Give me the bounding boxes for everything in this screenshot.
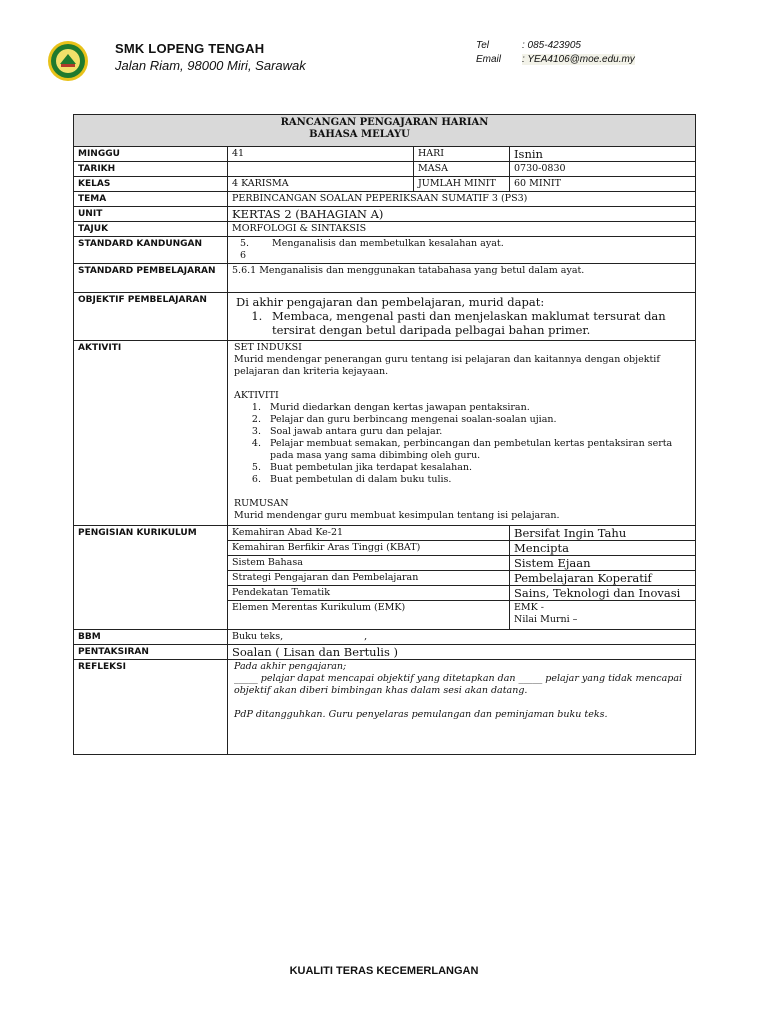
- standard-kandungan-value: [228, 237, 696, 264]
- pk-key: Sistem Bahasa: [228, 556, 510, 571]
- standard-pembelajaran-value: 5.6.1 Menganalisis dan menggunakan tatabahasa yang betul dalam ayat.: [228, 264, 696, 293]
- set-induksi-title: SET INDUKSI: [234, 342, 302, 353]
- unit-value: KERTAS 2 (BAHAGIAN A): [228, 207, 696, 222]
- tel-line: [476, 40, 581, 51]
- refleksi-line-1: Pada akhir pengajaran;: [234, 661, 347, 672]
- bbm-value: [228, 630, 696, 645]
- hari-label: HARI: [414, 147, 510, 162]
- pentaksiran-value: Soalan ( Lisan dan Bertulis ): [228, 645, 696, 660]
- sk-number: 5.: [240, 238, 250, 249]
- standard-pembelajaran-label: STANDARD PEMBELAJARAN: [74, 264, 228, 293]
- aktiviti-item: 6. Buat pembetulan di dalam buku tulis.: [264, 474, 689, 486]
- objektif-intro: Di akhir pengajaran dan pembelajaran, murid dapat:: [236, 295, 545, 309]
- hari-value: Isnin: [510, 147, 696, 162]
- rumusan-text: Murid mendengar guru membuat kesimpulan tentang isi pelajaran.: [234, 510, 560, 521]
- pk-key: Strategi Pengajaran dan Pembelajaran: [228, 571, 510, 586]
- minggu-value: 41: [228, 147, 414, 162]
- emk-line: EMK -: [514, 602, 544, 613]
- minggu-label: MINGGU: [74, 147, 228, 162]
- tarikh-label: TARIKH: [74, 162, 228, 177]
- set-induksi-text: Murid mendengar penerangan guru tentang isi pelajaran dan kaitannya dengan objektif pelajaran dan kriteria kejayaan.: [234, 354, 660, 377]
- bbm-label: BBM: [74, 630, 228, 645]
- letterhead: [0, 0, 768, 100]
- pk-key: Kemahiran Abad Ke-21: [228, 526, 510, 541]
- pengisian-kurikulum-label: PENGISIAN KURIKULUM: [74, 526, 228, 630]
- aktiviti-value: [228, 341, 696, 526]
- email-value[interactable]: : YEA4106@moe.edu.my: [522, 54, 635, 65]
- aktiviti-item: 1. Murid diedarkan dengan kertas jawapan pentaksiran.: [264, 402, 689, 414]
- refleksi-value: [228, 660, 696, 755]
- footer-motto: KUALITI TERAS KECEMERLANGAN: [289, 965, 479, 977]
- plan-title: RANCANGAN PENGAJARAN HARIAN: [280, 117, 489, 128]
- objektif-value: [228, 293, 696, 341]
- pk-value: Sains, Teknologi dan Inovasi: [510, 586, 696, 601]
- pk-key: Pendekatan Tematik: [228, 586, 510, 601]
- sk-number-2: 6: [240, 250, 247, 261]
- aktiviti-item: 3. Soal jawab antara guru dan pelajar.: [264, 426, 689, 438]
- objektif-list: [236, 309, 689, 337]
- refleksi-line-3: PdP ditangguhkan. Guru penyelaras pemulangan dan peminjaman buku teks.: [234, 709, 608, 720]
- standard-kandungan-label: STANDARD KANDUNGAN: [74, 237, 228, 264]
- aktiviti-label: AKTIVITI: [74, 341, 228, 526]
- objektif-label: OBJEKTIF PEMBELAJARAN: [74, 293, 228, 341]
- aktiviti-list: [234, 402, 689, 486]
- kelas-label: KELAS: [74, 177, 228, 192]
- tel-label: Tel: [476, 40, 489, 51]
- kelas-value: 4 KARISMA: [228, 177, 414, 192]
- tel-value: : 085-423905: [522, 40, 581, 51]
- masa-value: 0730-0830: [510, 162, 696, 177]
- aktiviti-item: 2. Pelajar dan guru berbincang mengenai soalan-soalan ujian.: [264, 414, 689, 426]
- tajuk-value: MORFOLOGI & SINTAKSIS: [228, 222, 696, 237]
- pk-value: Mencipta: [510, 541, 696, 556]
- pk-value: Sistem Ejaan: [510, 556, 696, 571]
- emk-value: [510, 601, 696, 630]
- school-crest-icon: [47, 40, 89, 82]
- email-line: [476, 54, 635, 65]
- tajuk-label: TAJUK: [74, 222, 228, 237]
- aktiviti-title: AKTIVITI: [234, 390, 279, 401]
- plan-title-cell: [74, 115, 696, 147]
- sk-text: Menganalisis dan membetulkan kesalahan ayat.: [272, 238, 504, 249]
- pk-value: Pembelajaran Koperatif: [510, 571, 696, 586]
- tema-value: PERBINCANGAN SOALAN PEPERIKSAAN SUMATIF 3 (PS3): [228, 192, 696, 207]
- unit-label: UNIT: [74, 207, 228, 222]
- refleksi-label: REFLEKSI: [74, 660, 228, 755]
- aktiviti-item: 4. Pelajar membuat semakan, perbincangan dan pembetulan kertas pentaksiran serta pada masa yang sama dibimbing oleh guru.: [264, 438, 689, 462]
- tema-label: TEMA: [74, 192, 228, 207]
- email-label: Email: [476, 54, 502, 65]
- pk-key: Kemahiran Berfikir Aras Tinggi (KBAT): [228, 541, 510, 556]
- bbm-comma: ,: [364, 631, 368, 642]
- tarikh-value: [228, 162, 414, 177]
- school-name: SMK LOPENG TENGAH: [115, 41, 265, 56]
- rumusan-title: RUMUSAN: [234, 498, 289, 509]
- refleksi-line-2: _____ pelajar dapat mencapai objektif yang ditetapkan dan _____ pelajar yang tidak mencapai objektif akan diberi bimbingan khas dalam sesi akan datang.: [234, 673, 683, 696]
- pentaksiran-label: PENTAKSIRAN: [74, 645, 228, 660]
- objektif-item: 1. Membaca, mengenal pasti dan menjelaskan maklumat tersurat dan tersirat dengan betul daripada pelbagai bahan primer.: [266, 309, 689, 337]
- masa-label: MASA: [414, 162, 510, 177]
- jumlah-minit-value: 60 MINIT: [510, 177, 696, 192]
- nilai-murni-line: Nilai Murni –: [514, 614, 578, 625]
- bbm-text: Buku teks,: [232, 631, 284, 642]
- school-address: Jalan Riam, 98000 Miri, Sarawak: [115, 58, 306, 73]
- emk-key: Elemen Merentas Kurikulum (EMK): [228, 601, 510, 630]
- pk-value: Bersifat Ingin Tahu: [510, 526, 696, 541]
- aktiviti-item: 5. Buat pembetulan jika terdapat kesalahan.: [264, 462, 689, 474]
- jumlah-minit-label: JUMLAH MINIT: [414, 177, 510, 192]
- plan-subject: BAHASA MELAYU: [309, 129, 410, 140]
- lesson-plan-table: [73, 114, 696, 755]
